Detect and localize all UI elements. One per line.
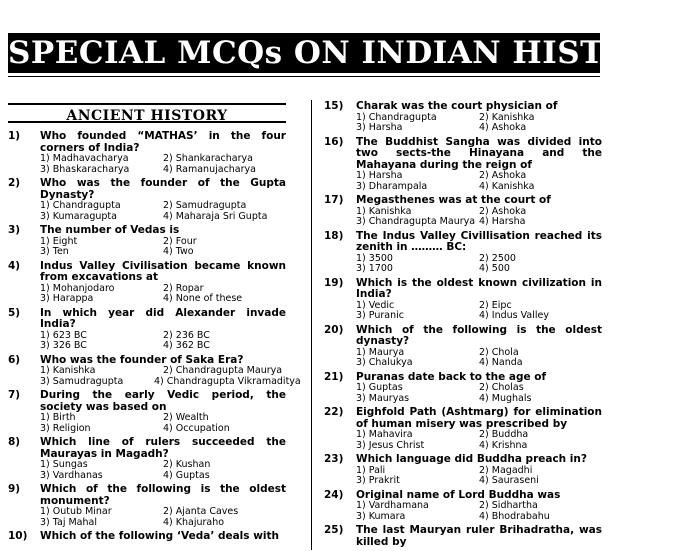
answer-option: 2) Kanishka	[479, 111, 535, 123]
option-row	[356, 217, 602, 228]
answer-options	[40, 507, 286, 528]
column-divider	[311, 100, 312, 550]
answer-option: 3) Harappa	[40, 293, 94, 304]
answer-option: 1) Kanishka	[356, 205, 412, 217]
answer-option: 3) Jesus Christ	[356, 439, 425, 451]
question-item	[8, 131, 286, 175]
option-row	[40, 424, 286, 435]
answer-option: 3) 326 BC	[40, 340, 87, 351]
question-text: Puranas date back to the age of	[356, 370, 547, 383]
question-text: Which is the oldest known civilization in India?	[356, 276, 602, 300]
option-row	[356, 311, 602, 322]
answer-option: 3) Dharampala	[356, 180, 428, 192]
answer-option: 3) Bhaskaracharya	[40, 163, 130, 175]
option-row	[40, 413, 286, 424]
option-row	[40, 460, 286, 471]
question-item	[324, 525, 602, 548]
question-number: 23)	[324, 453, 344, 465]
question-text: Who was the founder of Saka Era?	[40, 353, 244, 366]
answer-option: 4) Indus Valley	[479, 310, 549, 321]
answer-option: 1) Madhavacharya	[40, 153, 129, 164]
question-text: Original name of Lord Buddha was	[356, 488, 561, 501]
left-column	[8, 103, 301, 546]
answer-option: 1) Pali	[356, 464, 386, 476]
answer-option: 4) Krishna	[479, 439, 528, 451]
right-question-list	[324, 101, 602, 548]
question-number: 8)	[8, 436, 21, 448]
question-text: Which of the following ‘Veda’ deals with	[40, 530, 279, 542]
option-row	[356, 394, 602, 405]
answer-options	[356, 301, 602, 322]
answer-option: 1) Kanishka	[40, 365, 96, 376]
answer-option: 3) Vardhanas	[40, 469, 103, 481]
option-row	[40, 212, 286, 223]
question-text: Which line of rulers succeeded the Maurayas in Magadh?	[40, 436, 286, 460]
answer-option: 4) Maharaja Sri Gupta	[163, 210, 268, 222]
option-row	[356, 182, 602, 193]
answer-option: 2) Ropar	[163, 282, 204, 294]
question-item	[324, 454, 602, 487]
answer-options	[40, 460, 286, 481]
question-number: 20)	[324, 323, 344, 336]
question-number: 6)	[8, 353, 21, 366]
answer-option: 2) Ajanta Caves	[163, 506, 239, 517]
question-number: 1)	[8, 130, 21, 142]
answer-option: 4) 362 BC	[163, 340, 210, 351]
answer-option: 2) 2500	[479, 252, 516, 264]
question-number: 25)	[324, 524, 344, 536]
title-underline	[8, 76, 600, 77]
option-row	[356, 383, 602, 394]
right-column	[324, 101, 602, 551]
answer-option: 1) Chandragupta	[40, 200, 121, 211]
question-number: 15)	[324, 100, 344, 112]
option-row	[356, 441, 602, 452]
answer-option: 3) Prakrit	[356, 475, 400, 486]
question-item	[324, 372, 602, 405]
option-row	[40, 366, 286, 377]
answer-option: 2) Magadhi	[479, 464, 533, 476]
question-item	[8, 308, 286, 352]
question-text: The Buddhist Sangha was divided into two sects-the Hinayana and the Mahayana during the reign of	[356, 135, 602, 171]
answer-options	[40, 284, 286, 305]
answer-option: 1) Outub Minar	[40, 506, 112, 517]
answer-option: 3) Samudragupta	[40, 375, 124, 387]
question-number: 24)	[324, 488, 344, 501]
answer-options	[356, 348, 602, 369]
question-number: 17)	[324, 194, 344, 206]
answer-option: 2) Buddha	[479, 429, 529, 440]
question-number: 21)	[324, 370, 344, 383]
left-question-list	[8, 130, 301, 543]
answer-option: 3) Ten	[40, 246, 69, 257]
question-item	[324, 325, 602, 369]
question-text: Who was the founder of the Gupta Dynasty?	[40, 177, 286, 201]
answer-option: 2) Ashoka	[479, 170, 527, 181]
question-text: The number of Vedas is	[40, 224, 180, 236]
answer-option: 2) Four	[163, 235, 197, 247]
answer-option: 4) Kanishka	[479, 180, 535, 192]
answer-option: 2) 236 BC	[163, 329, 210, 341]
option-row	[40, 375, 301, 388]
question-text: During the early Vedic period, the society was based on	[40, 389, 286, 413]
answer-option: 2) Sidhartha	[479, 500, 538, 511]
question-number: 3)	[8, 224, 21, 236]
answer-option: 3) Taj Mahal	[40, 516, 97, 528]
section-title: ANCIENT HISTORY	[66, 108, 228, 124]
answer-option: 3) Kumaragupta	[40, 210, 117, 222]
question-item	[8, 531, 286, 543]
answer-option: 4) Harsha	[479, 216, 526, 227]
answer-options	[356, 207, 602, 228]
question-number: 16)	[324, 135, 344, 148]
option-row	[40, 341, 286, 352]
answer-options	[356, 501, 602, 522]
answer-option: 4) 500	[479, 263, 510, 274]
answer-option: 1) Mohanjodaro	[40, 282, 115, 294]
answer-options	[40, 331, 286, 352]
page-title-banner	[8, 33, 679, 73]
question-text: Which of the following is the oldest dynasty?	[356, 323, 602, 347]
answer-options	[40, 154, 286, 175]
answer-options	[40, 201, 286, 222]
option-row	[40, 201, 286, 212]
question-item	[324, 231, 602, 275]
answer-option: 4) Ashoka	[479, 122, 527, 133]
question-number: 5)	[8, 306, 21, 319]
answer-option: 4) Chandragupta Vikramaditya	[154, 375, 301, 387]
answer-option: 2) Wealth	[163, 412, 209, 423]
answer-option: 4) Occupation	[163, 422, 230, 434]
question-item	[324, 101, 602, 134]
question-text: Eighfold Path (Ashtmarg) for elimination of human misery was prescribed by	[356, 406, 602, 430]
option-row	[356, 476, 602, 487]
question-text: Megasthenes was at the court of	[356, 194, 551, 206]
question-item	[8, 484, 286, 528]
answer-option: 3) Chalukya	[356, 357, 413, 368]
section-header	[8, 103, 286, 123]
option-row	[40, 247, 286, 258]
option-row	[356, 512, 602, 523]
answer-options	[356, 430, 602, 451]
answer-options	[356, 171, 602, 192]
answer-option: 1) Vedic	[356, 299, 395, 311]
answer-option: 2) Eipc	[479, 299, 512, 311]
answer-option: 4) Khajuraho	[163, 516, 225, 528]
answer-option: 1) Chandragupta	[356, 111, 437, 123]
option-row	[40, 507, 286, 518]
question-number: 22)	[324, 406, 344, 418]
question-text: The Indus Valley Civillisation reached its zenith in ……… BC:	[356, 229, 602, 253]
answer-option: 1) 623 BC	[40, 329, 87, 341]
question-text: Charak was the court physician of	[356, 100, 558, 112]
question-item	[324, 278, 602, 322]
answer-option: 3) Harsha	[356, 122, 403, 133]
question-text: Which language did Buddha preach in?	[356, 453, 587, 465]
question-item	[324, 407, 602, 451]
answer-option: 2) Cholas	[479, 382, 524, 393]
answer-option: 1) Harsha	[356, 170, 403, 181]
answer-option: 3) 1700	[356, 263, 393, 274]
answer-option: 2) Kushan	[163, 459, 211, 470]
page-title: SPECIAL MCQs ON INDIAN HISTORY	[8, 35, 679, 71]
answer-option: 1) 3500	[356, 252, 393, 264]
question-item	[8, 437, 286, 481]
option-row	[40, 518, 286, 529]
answer-option: 4) Guptas	[163, 469, 210, 481]
answer-option: 1) Guptas	[356, 382, 403, 393]
answer-option: 1) Vardhamana	[356, 500, 429, 511]
question-item	[8, 261, 286, 305]
answer-option: 1) Maurya	[356, 346, 405, 358]
option-row	[40, 165, 286, 176]
answer-option: 2) Chola	[479, 346, 519, 358]
question-item	[324, 490, 602, 523]
question-item	[8, 390, 286, 434]
question-text: Who founded “MATHAS’ in the four corners of India?	[40, 130, 286, 154]
answer-options	[40, 237, 286, 258]
option-row	[40, 154, 286, 165]
answer-options	[40, 365, 301, 387]
answer-option: 2) Shankaracharya	[163, 153, 253, 164]
question-item	[8, 353, 301, 388]
option-row	[40, 471, 286, 482]
answer-option: 4) None of these	[163, 293, 243, 304]
answer-option: 3) Religion	[40, 422, 91, 434]
answer-option: 3) Chandragupta Maurya	[356, 216, 476, 227]
option-row	[356, 358, 602, 369]
answer-option: 4) Mughals	[479, 392, 532, 404]
question-text: In which year did Alexander invade India?	[40, 306, 286, 330]
answer-options	[356, 254, 602, 275]
option-row	[356, 123, 602, 134]
option-row	[40, 294, 286, 305]
option-row	[356, 171, 602, 182]
option-row	[356, 430, 602, 441]
question-item	[8, 225, 286, 258]
question-number: 2)	[8, 177, 21, 189]
option-row	[356, 501, 602, 512]
answer-option: 2) Ashoka	[479, 205, 527, 217]
question-item	[324, 195, 602, 228]
question-text: Indus Valley Civilisation became known from excavations at	[40, 259, 286, 283]
answer-option: 4) Ramanujacharya	[163, 163, 256, 175]
question-text: The last Mauryan ruler Brihadratha, was killed by	[356, 524, 602, 548]
answer-option: 4) Two	[163, 246, 194, 257]
question-number: 9)	[8, 483, 21, 495]
answer-option: 4) Bhodrabahu	[479, 510, 550, 522]
answer-option: 3) Puranic	[356, 310, 404, 321]
answer-option: 2) Samudragupta	[163, 200, 247, 211]
answer-option: 1) Eight	[40, 235, 78, 247]
question-number: 7)	[8, 389, 21, 401]
question-item	[8, 178, 286, 222]
answer-options	[356, 113, 602, 134]
answer-option: 4) Sauraseni	[479, 475, 539, 486]
answer-option: 1) Birth	[40, 412, 76, 423]
answer-option: 1) Sungas	[40, 459, 88, 470]
question-text: Which of the following is the oldest monument?	[40, 483, 286, 507]
answer-option: 3) Mauryas	[356, 392, 410, 404]
answer-options	[40, 413, 286, 434]
answer-options	[356, 383, 602, 404]
answer-option: 1) Mahavira	[356, 429, 413, 440]
question-number: 4)	[8, 259, 21, 272]
option-row	[356, 264, 602, 275]
answer-options	[356, 466, 602, 487]
answer-option: 4) Nanda	[479, 357, 523, 368]
question-number: 19)	[324, 276, 344, 289]
question-number: 18)	[324, 229, 344, 242]
question-number: 10)	[8, 530, 28, 542]
answer-option: 2) Chandragupta Maurya	[163, 365, 283, 376]
answer-option: 3) Kumara	[356, 510, 406, 522]
question-item	[324, 137, 602, 193]
